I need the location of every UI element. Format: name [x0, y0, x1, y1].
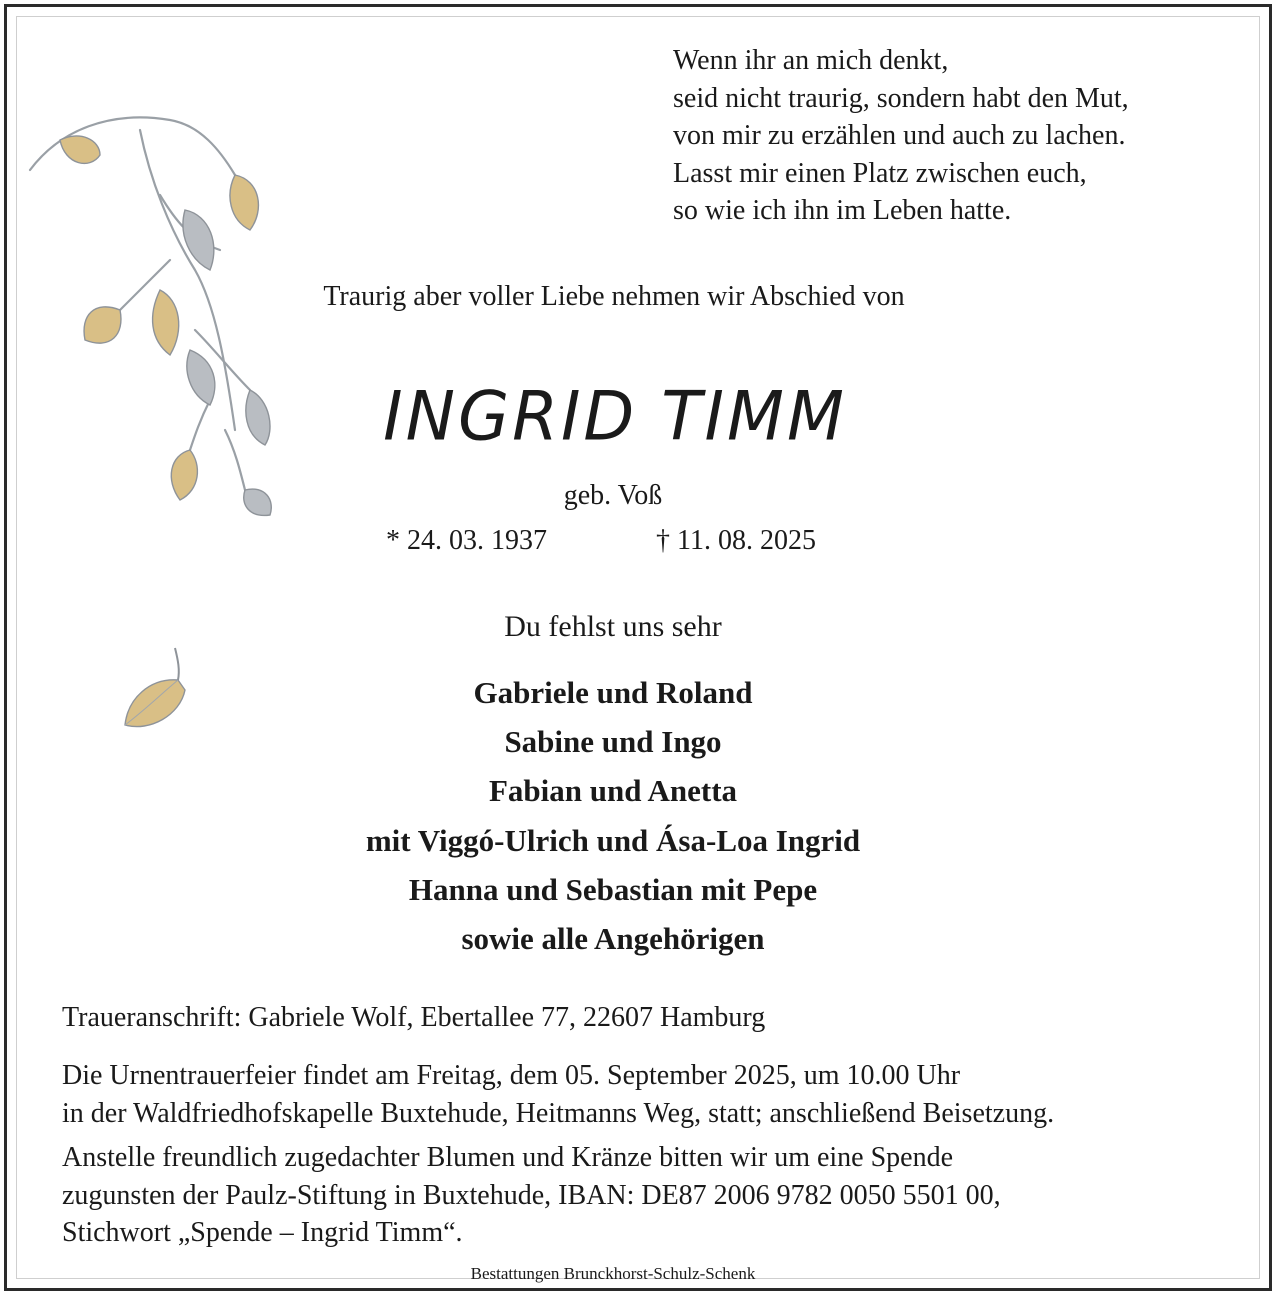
- service-details: [62, 1057, 1054, 1132]
- family-line: Gabriele und Roland: [473, 675, 753, 710]
- miss-you-line: Du fehlst uns sehr: [504, 610, 722, 643]
- funeral-home: Bestattungen Brunckhorst-Schulz-Schenk: [470, 1264, 756, 1283]
- family-line: Hanna und Sebastian mit Pepe: [408, 871, 818, 907]
- donation-line: Anstelle freundlich zugedachter Blumen und Kränze bitten wir um eine Spende: [62, 1142, 954, 1173]
- family-line: mit Viggó-Ulrich und Ása-Loa Ingrid: [365, 822, 861, 858]
- farewell-intro: Traurig aber voller Liebe nehmen wir Abschied von: [323, 281, 905, 312]
- poem-line: von mir zu erzählen und auch zu lachen.: [673, 120, 1126, 152]
- service-line: Die Urnentrauerfeier findet am Freitag, dem 05. September 2025, um 10.00 Uhr: [62, 1060, 961, 1091]
- donation-request: [62, 1139, 1001, 1252]
- family-line: sowie alle Angehörigen: [461, 921, 765, 957]
- family-line: Sabine und Ingo: [504, 724, 722, 760]
- poem-line: Lasst mir einen Platz zwischen euch,: [673, 157, 1087, 189]
- donation-line: Stichwort „Spende – Ingrid Timm“.: [62, 1217, 463, 1248]
- death-date: † 11. 08. 2025: [656, 525, 816, 556]
- poem: [673, 42, 1129, 230]
- donation-line: zugunsten der Paulz-Stiftung in Buxtehude, IBAN: DE87 2006 9782 0050 5501 00,: [62, 1179, 1001, 1211]
- poem-line: seid nicht traurig, sondern habt den Mut,: [673, 82, 1129, 114]
- mourning-address: Traueranschrift: Gabriele Wolf, Ebertallee 77, 22607 Hamburg: [62, 1002, 766, 1033]
- birth-date: * 24. 03. 1937: [386, 525, 547, 556]
- maiden-name: geb. Voß: [563, 480, 663, 511]
- poem-line: so wie ich ihn im Leben hatte.: [673, 195, 1012, 227]
- poem-line: Wenn ihr an mich denkt,: [673, 45, 949, 76]
- deceased-name: INGRID TIMM: [383, 377, 847, 456]
- family-list: [0, 668, 1226, 963]
- service-line: in der Waldfriedhofskapelle Buxtehude, Heitmanns Weg, statt; anschließend Beisetzung.: [62, 1097, 1055, 1129]
- family-line: Fabian und Anetta: [488, 773, 738, 809]
